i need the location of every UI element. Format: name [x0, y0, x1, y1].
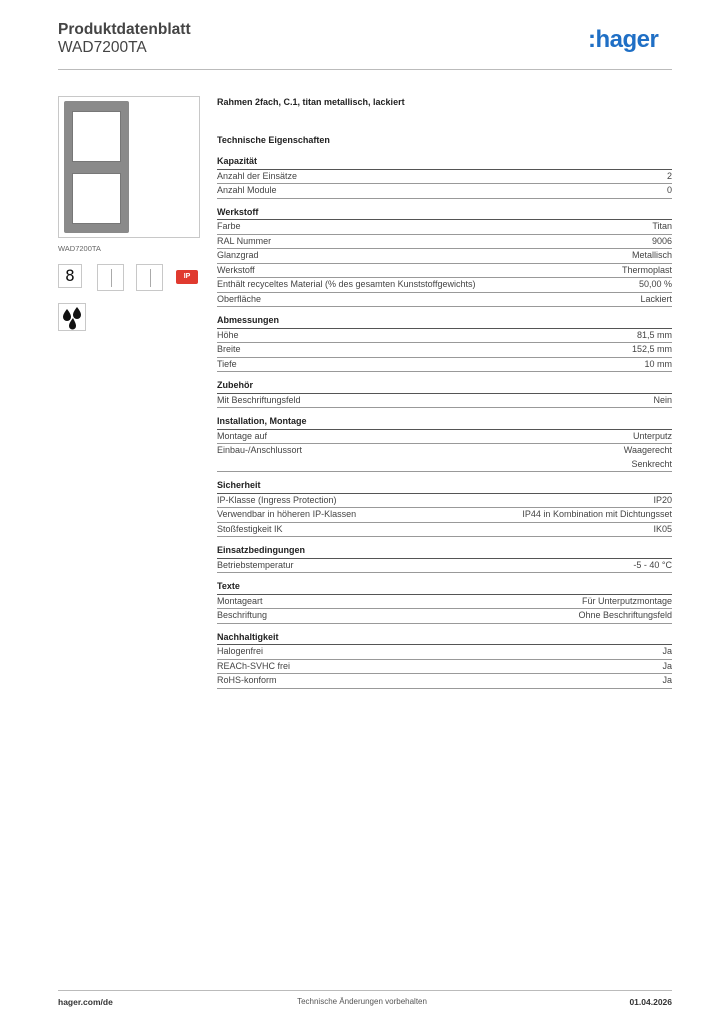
spec-value-line: Thermoplast: [621, 264, 672, 275]
spec-section: [217, 314, 672, 372]
frame-opening-bottom: [72, 173, 121, 224]
spec-label: Beschriftung: [217, 610, 268, 620]
spec-label: RoHS-konform: [217, 675, 277, 685]
spec-row: [217, 249, 672, 264]
spec-label: Halogenfrei: [217, 646, 264, 656]
spec-value-line: 2: [666, 170, 672, 181]
spec-row: [217, 293, 672, 308]
image-caption: WAD7200TA: [58, 244, 101, 253]
spec-row: [217, 264, 672, 279]
spec-value: [667, 184, 672, 198]
spec-row: [217, 660, 672, 675]
spec-value-line: IP20: [653, 494, 672, 505]
footer-website: hager.com/de: [58, 997, 113, 1007]
spec-label: Stoßfestigkeit IK: [217, 523, 283, 534]
vertical-line-icon: [97, 264, 124, 291]
spec-section: [217, 631, 672, 689]
spec-label: Glanzgrad: [217, 250, 259, 260]
spec-label: Werkstoff: [217, 264, 255, 275]
spec-row: [217, 508, 672, 523]
spec-row: [217, 645, 672, 660]
spec-value: [653, 394, 672, 408]
spec-value: [578, 609, 672, 623]
spec-value-line: Titan: [652, 221, 672, 231]
footer-divider: [58, 990, 672, 991]
spec-value-line: Ja: [662, 675, 672, 685]
spec-value-line: -5 - 40 °C: [633, 559, 672, 570]
spec-label: Oberfläche: [217, 293, 262, 304]
frame-plate: [64, 101, 129, 233]
spec-section: [217, 155, 672, 199]
spec-section: [217, 379, 672, 408]
spec-value: [633, 559, 672, 573]
spec-value: [640, 293, 672, 307]
specification-content: [217, 96, 672, 696]
spec-row: [217, 278, 672, 293]
spec-row: [217, 494, 672, 509]
section-title: Einsatzbedingungen: [217, 544, 672, 559]
spec-value: [662, 674, 672, 688]
spec-value: [639, 278, 672, 292]
spec-row: [217, 220, 672, 235]
section-title: Abmessungen: [217, 314, 672, 329]
spec-value-line: Metallisch: [631, 250, 672, 260]
spec-value-line: 50,00 %: [638, 279, 672, 289]
spec-row: [217, 609, 672, 624]
spec-section: [217, 206, 672, 308]
spec-label: Montage auf: [217, 430, 268, 441]
footer-disclaimer: Technische Änderungen vorbehalten: [297, 997, 427, 1006]
hager-logo: :hager: [588, 26, 659, 53]
spec-row: [217, 343, 672, 358]
ip-rating-icon: IP: [176, 270, 198, 284]
spec-label: Enthält recyceltes Material (% des gesamten Kunststoffgewichts): [217, 279, 476, 289]
spec-label: Mit Beschriftungsfeld: [217, 394, 301, 405]
spec-value-line: Unterputz: [632, 430, 672, 441]
spec-value-line: Waagerecht: [623, 445, 672, 455]
section-title: Nachhaltigkeit: [217, 631, 672, 646]
spec-value-line: 10 mm: [644, 358, 672, 369]
footer-date: 01.04.2026: [629, 997, 672, 1007]
spec-value: [637, 329, 672, 343]
spec-row: [217, 444, 672, 472]
spec-label: Betriebstemperatur: [217, 559, 294, 570]
spec-label: Farbe: [217, 221, 241, 231]
spec-label: Einbau-/Anschlussort: [217, 445, 303, 455]
section-title: Kapazität: [217, 155, 672, 170]
product-name: Rahmen 2fach, C.1, titan metallisch, lackiert: [217, 97, 405, 107]
spec-value-line: Ohne Beschriftungsfeld: [578, 610, 672, 620]
spec-value-line: Nein: [653, 394, 672, 405]
digit-display-icon: 8: [58, 264, 82, 288]
spec-value-line: Lackiert: [640, 293, 672, 304]
spec-row: [217, 430, 672, 445]
section-title: Zubehör: [217, 379, 672, 394]
frame-opening-top: [72, 111, 121, 162]
spec-label: Anzahl der Einsätze: [217, 170, 298, 181]
spec-label: Montageart: [217, 595, 263, 606]
spec-value-line: Ja: [662, 646, 672, 656]
spec-value: [632, 343, 672, 357]
article-number: WAD7200TA: [58, 39, 147, 56]
product-image: [58, 96, 200, 238]
spec-value-line: 81,5 mm: [636, 329, 672, 340]
spec-value-line: 152,5 mm: [631, 344, 672, 354]
spec-value-line: 9006: [651, 235, 672, 246]
spec-row: [217, 674, 672, 689]
spec-value: [633, 430, 672, 444]
spec-label: Verwendbar in höheren IP-Klassen: [217, 509, 357, 519]
spec-value: [624, 444, 672, 471]
spec-value: [667, 170, 672, 184]
spec-value: [644, 358, 672, 372]
spec-label: REACh-SVHC frei: [217, 660, 291, 671]
spec-value-line: IP44 in Kombination mit Dichtungsset: [522, 509, 672, 519]
spec-value: [622, 264, 672, 278]
spec-value: [582, 595, 672, 609]
spec-section: [217, 415, 672, 472]
spec-section: [217, 479, 672, 537]
vertical-line-icon: [136, 264, 163, 291]
section-title: Werkstoff: [217, 206, 672, 221]
technical-properties-heading: Technische Eigenschaften: [217, 135, 330, 145]
spec-label: Breite: [217, 344, 241, 354]
spec-value: [632, 249, 672, 263]
spec-row: [217, 170, 672, 185]
spec-value: [652, 220, 672, 234]
spec-value: [662, 645, 672, 659]
spec-row: [217, 329, 672, 344]
spec-row: [217, 184, 672, 199]
spec-row: [217, 523, 672, 538]
spec-label: Tiefe: [217, 358, 237, 369]
spec-value-line: Für Unterputzmontage: [581, 595, 672, 606]
spec-label: IP-Klasse (Ingress Protection): [217, 494, 337, 505]
spec-value-line: Senkrecht: [631, 458, 672, 469]
spec-sections: [217, 155, 672, 689]
spec-value-line: IK05: [653, 523, 672, 534]
spec-row: [217, 235, 672, 250]
spec-row: [217, 394, 672, 409]
spec-section: [217, 580, 672, 624]
spec-value: [653, 523, 672, 537]
water-drops-icon: [58, 303, 86, 331]
spec-value-line: 0: [666, 185, 672, 195]
spec-row: [217, 559, 672, 574]
section-title: Texte: [217, 580, 672, 595]
spec-value: [522, 508, 672, 522]
spec-value: [652, 235, 672, 249]
spec-row: [217, 358, 672, 373]
spec-value-line: Ja: [662, 660, 672, 671]
section-title: Sicherheit: [217, 479, 672, 494]
spec-value: [662, 660, 672, 674]
document-title: Produktdatenblatt: [58, 21, 191, 38]
spec-value: [653, 494, 672, 508]
spec-label: RAL Nummer: [217, 235, 272, 246]
header-divider: [58, 69, 672, 70]
spec-label: Anzahl Module: [217, 185, 277, 195]
spec-row: [217, 595, 672, 610]
spec-section: [217, 544, 672, 573]
section-title: Installation, Montage: [217, 415, 672, 430]
spec-label: Höhe: [217, 329, 239, 340]
